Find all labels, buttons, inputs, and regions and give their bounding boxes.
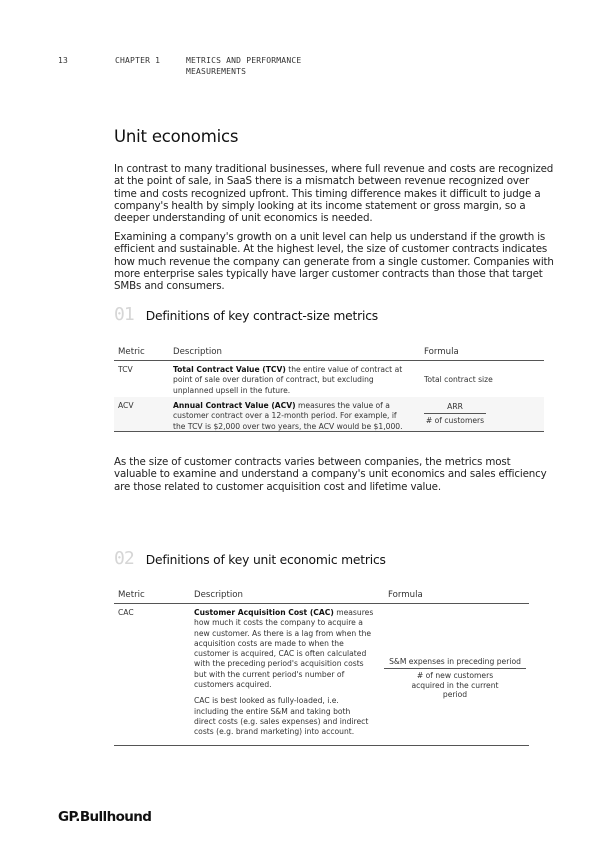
unit-economic-metrics-table [114,587,529,746]
table-header [114,587,529,604]
description-text: the entire value of contract at point of sale over duration of contract, but excluding unplanned upsell in the future. [173,365,403,395]
metric-cell: CAC [118,608,134,617]
description-text: measures the value of a customer contract over a 12-month period. For example, if the TCV is $2,000 over two years, the ACV would be $1,000. [173,401,403,431]
table-row [114,361,544,397]
column-header-formula: Formula [424,347,459,357]
description-paragraph-2: CAC is best looked as fully-loaded, i.e. including the entire S&M and taking both direct costs (e.g. sales expenses) and indirect costs (e.g. brand marketing) into account. [194,696,369,737]
description-cell [173,401,403,432]
formula-denominator: # of customers [425,416,485,425]
description-paragraph-1 [194,608,373,689]
formula-fraction [424,402,486,426]
fraction-bar [424,413,486,414]
section-title: Definitions of key contract-size metrics [145,309,379,323]
page-title: Unit economics [114,127,239,146]
formula-numerator: ARR [447,402,463,411]
column-header-metric: Metric [118,590,145,600]
column-header-description: Description [194,590,243,600]
metric-full-name: Total Contract Value (TCV) [173,365,286,374]
table-header [114,344,544,361]
table-row [114,604,529,746]
chapter-label: CHAPTER 1 [115,56,161,65]
section-heading-unit-economic [114,548,386,569]
column-header-description: Description [173,347,222,357]
chapter-title: METRICS AND PERFORMANCE MEASUREMENTS [186,56,302,76]
column-header-formula: Formula [388,590,423,600]
section-title: Definitions of key unit economic metrics [145,553,386,567]
intro-paragraph-2: Examining a company's growth on a unit level can help us understand if the growth is efficient and sustainable. At the highest level, the size of customer contracts indicates how much revenue the company can generate from a single customer. Companies with more enterprise sales typically have larger customer contracts than those that target SMBs and consumers. [114,231,554,293]
column-header-metric: Metric [118,347,145,357]
formula-numerator: S&M expenses in preceding period [389,657,521,666]
section-number: 02 [114,548,134,569]
page-number: 13 [58,56,69,65]
transition-paragraph: As the size of customer contracts varies between companies, the metrics most valuable to examine and understand a company's unit economics and sales efficiency are those related to customer acquisition cost and lifetime value. [114,456,547,493]
description-cell [173,365,403,396]
gp-bullhound-logo: GP.Bullhound [58,809,152,825]
contract-size-metrics-table [114,344,544,432]
metric-full-name: Customer Acquisition Cost (CAC) [194,608,334,617]
fraction-bar [384,668,526,669]
formula-fraction [384,657,526,700]
formula-denominator: # of new customers acquired in the current period [411,671,499,699]
description-cell [194,608,374,738]
section-number: 01 [114,304,134,325]
metric-cell: ACV [118,401,134,410]
formula-cell: Total contract size [424,375,493,384]
description-text: measures how much it costs the company to acquire a new customer. As there is a lag from when the acquisition costs are made to when the customer is acquired, CAC is often calculated with the preceding period's acquisition costs but with the current period's number of customers acquired. [194,608,374,690]
section-heading-contract-size [114,304,378,325]
metric-full-name: Annual Contract Value (ACV) [173,401,296,410]
table-row [114,397,544,432]
intro-paragraph-1: In contrast to many traditional businesses, where full revenue and costs are recognized at the point of sale, in SaaS there is a mismatch between revenue recognized over time and costs recognized upfront. This timing difference makes it difficult to judge a company's health by simply looking at its income statement or gross margin, so a deeper understanding of unit economics is needed. [114,163,554,225]
metric-cell: TCV [118,365,133,374]
